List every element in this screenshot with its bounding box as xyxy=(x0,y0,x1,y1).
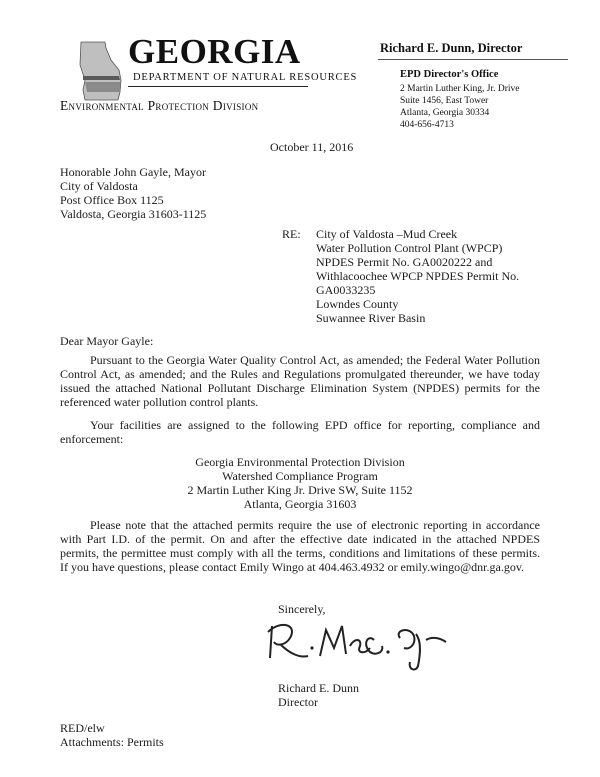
recipient-line: City of Valdosta xyxy=(60,179,138,193)
signer-title: Director xyxy=(278,695,318,709)
director-name: Richard E. Dunn, Director xyxy=(380,41,523,55)
office-address-line: Atlanta, Georgia 30334 xyxy=(400,108,490,118)
body-paragraph: Please note that the attached permits require the use of electronic reporting in accordance with Part I.D. of the permit. On and after the effective date indicated in the attached NPDES permits, the permittee must comply with all the terms, conditions and limitations of these permits. If you have questions, please contact Emily Wingo at 404.463.4932 or emily.wingo@dnr.ga.gov. xyxy=(60,518,540,574)
office-block-line: Georgia Environmental Protection Division xyxy=(195,455,405,469)
office-block-line: 2 Martin Luther King Jr. Drive SW, Suite 1152 xyxy=(187,483,413,497)
org-name: GEORGIA xyxy=(128,32,301,71)
letter-date: October 11, 2016 xyxy=(270,140,354,154)
re-line: NPDES Permit No. GA0020222 and xyxy=(316,255,493,269)
closing: Sincerely, xyxy=(278,602,326,616)
recipient-line: Valdosta, Georgia 31603-1125 xyxy=(60,207,207,221)
director-divider xyxy=(378,59,568,60)
office-title: EPD Director's Office xyxy=(400,69,499,80)
office-block-line: Atlanta, Georgia 31603 xyxy=(243,497,357,511)
re-line: Water Pollution Control Plant (WPCP) xyxy=(316,241,503,255)
attachments: Attachments: Permits xyxy=(60,735,164,749)
re-line: Suwannee River Basin xyxy=(316,311,426,325)
department-name: DEPARTMENT OF NATURAL RESOURCES xyxy=(133,72,358,83)
office-address-line: 2 Martin Luther King, Jr. Drive xyxy=(400,84,520,94)
recipient-line: Honorable John Gayle, Mayor xyxy=(60,165,206,179)
re-line: City of Valdosta –Mud Creek xyxy=(316,227,458,241)
letterhead-divider xyxy=(128,86,308,87)
division-name: Environmental Protection Division xyxy=(60,98,259,113)
office-address-line: Suite 1456, East Tower xyxy=(400,96,489,106)
re-line: Lowndes County xyxy=(316,297,399,311)
office-address-line: 404-656-4713 xyxy=(400,120,454,130)
body-paragraph: Your facilities are assigned to the following EPD office for reporting, compliance and enforcement: xyxy=(60,418,540,446)
re-line: GA0033235 xyxy=(316,283,376,297)
initials: RED/elw xyxy=(60,721,105,735)
re-line: Withlacoochee WPCP NPDES Permit No. xyxy=(316,269,520,283)
signature-image xyxy=(250,612,460,672)
recipient-line: Post Office Box 1125 xyxy=(60,193,164,207)
salutation: Dear Mayor Gayle: xyxy=(60,334,154,348)
office-block-line: Watershed Compliance Program xyxy=(222,469,378,483)
signer-name: Richard E. Dunn xyxy=(278,681,359,695)
re-label: RE: xyxy=(282,227,301,241)
georgia-map-logo-icon xyxy=(75,40,125,102)
body-paragraph: Pursuant to the Georgia Water Quality Control Act, as amended; the Federal Water Pollution Control Act, as amended; and the Rules and Regulations promulgated thereunder, we have today issued the attached National Pollutant Discharge Elimination System (NPDES) permits for the referenced water pollution control plants. xyxy=(60,353,540,409)
